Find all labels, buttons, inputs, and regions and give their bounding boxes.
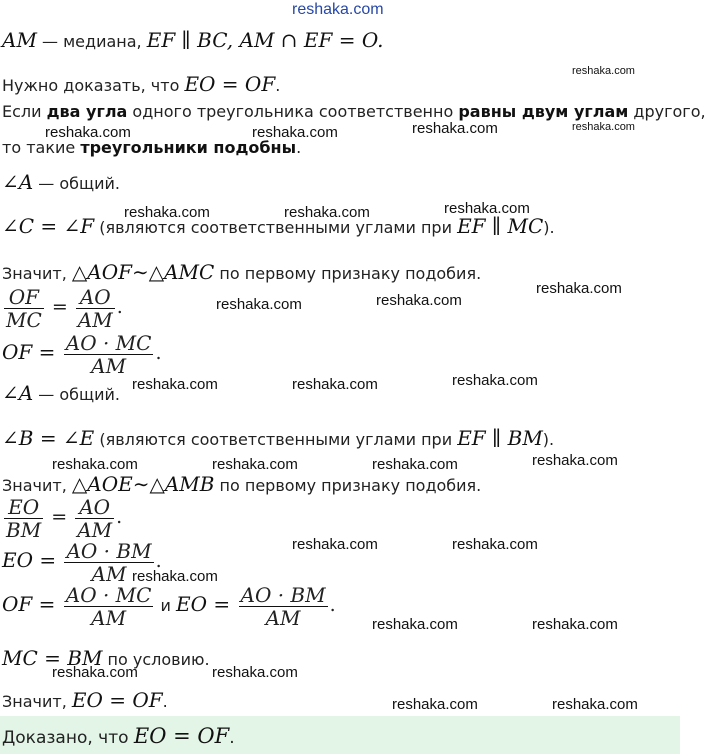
watermark: reshaka.com: [132, 376, 218, 393]
text: Нужно доказать, что: [2, 76, 185, 95]
math-lhs: OF =: [2, 340, 62, 364]
watermark: reshaka.com: [292, 376, 378, 393]
text: (являются соответственными углами при: [94, 218, 458, 237]
text: и: [155, 596, 177, 615]
fraction: [64, 332, 154, 377]
math-similarity: △AOE∼△AMB: [71, 472, 215, 496]
numerator: AO: [75, 496, 114, 519]
text: — медиана,: [36, 32, 147, 51]
similarity-line: [2, 262, 481, 284]
given-line: [2, 30, 383, 52]
watermark: reshaka.com: [572, 121, 635, 133]
watermark: reshaka.com: [372, 616, 458, 633]
equal-angles-line-2: [2, 428, 554, 450]
math-angle: ∠A: [2, 170, 34, 194]
fraction: [4, 286, 44, 331]
bold-text: два угла: [46, 102, 128, 121]
conclusion-box: [0, 716, 680, 754]
watermark: reshaka.com: [252, 124, 338, 141]
math-angles: ∠C = ∠F: [2, 214, 95, 238]
denominator: AM: [91, 354, 127, 378]
watermark: reshaka.com: [216, 296, 302, 313]
fraction: [76, 286, 115, 331]
bold-text: равны двум углам: [458, 102, 629, 121]
numerator: EO: [4, 496, 43, 519]
text: Значит,: [2, 264, 72, 283]
numerator: AO: [76, 286, 115, 309]
period: .: [116, 506, 123, 528]
denominator: AM: [77, 518, 113, 542]
watermark: reshaka.com: [412, 120, 498, 137]
similarity-line-2: [2, 474, 481, 496]
bold-text: треугольники подобны: [80, 138, 297, 157]
watermark: reshaka.com: [212, 664, 298, 681]
equal-angles-line: [2, 216, 555, 238]
math-angles: ∠B = ∠E: [2, 426, 95, 450]
text: по первому признаку подобия.: [214, 476, 482, 495]
watermark: reshaka.com: [284, 204, 370, 221]
denominator: MC: [6, 308, 42, 332]
text: — общий.: [33, 385, 120, 404]
numerator: OF: [4, 286, 44, 309]
watermark: reshaka.com: [552, 696, 638, 713]
period: .: [155, 342, 162, 364]
watermark: reshaka.com: [452, 372, 538, 389]
text: .: [162, 692, 168, 711]
text: другого,: [628, 102, 706, 121]
of-equation: [2, 332, 162, 377]
denominator: BM: [6, 518, 42, 542]
watermark: reshaka.com: [376, 292, 462, 309]
text: Значит,: [2, 476, 72, 495]
watermark: reshaka.com: [292, 536, 378, 553]
watermark: reshaka.com: [536, 280, 622, 297]
ratio-equation-2: [2, 496, 122, 541]
period: .: [329, 594, 336, 616]
header-watermark: reshaka.com: [292, 1, 384, 18]
fraction: [64, 584, 154, 629]
numerator: AO · BM: [240, 583, 326, 607]
watermark: reshaka.com: [212, 456, 298, 473]
math-angle: ∠A: [2, 381, 34, 405]
math-equality: MC = BM: [2, 646, 103, 670]
text: по условию.: [102, 650, 210, 669]
equals: =: [45, 506, 74, 528]
period: .: [116, 296, 123, 318]
watermark: reshaka.com: [572, 65, 635, 77]
watermark: reshaka.com: [372, 456, 458, 473]
text: Если: [2, 102, 47, 121]
fraction: [4, 496, 43, 541]
math-lhs: OF =: [2, 592, 62, 616]
math-similarity: △AOF∼△AMC: [71, 260, 215, 284]
watermark: reshaka.com: [124, 204, 210, 221]
fraction: [75, 496, 114, 541]
equals: =: [45, 296, 74, 318]
math-parallel: EF ∥ BM: [457, 426, 543, 450]
math-result: EO = OF: [71, 688, 163, 712]
text: .: [229, 728, 235, 748]
ratio-equation: [2, 286, 123, 331]
text: — общий.: [33, 174, 120, 193]
math-am: AM: [2, 28, 37, 52]
fraction: [239, 584, 328, 629]
text: то такие: [2, 138, 81, 157]
denominator: AM: [91, 606, 127, 630]
theorem-line-2: [2, 138, 301, 158]
denominator: AM: [77, 308, 113, 332]
common-angle-line: [2, 172, 120, 194]
math-lhs: EO =: [176, 592, 237, 616]
text: ).: [542, 430, 555, 449]
text: Значит,: [2, 692, 72, 711]
text: (являются соответственными углами при: [94, 430, 458, 449]
common-angle-line-2: [2, 383, 120, 405]
text: по первому признаку подобия.: [214, 264, 482, 283]
math-conclusion: EO = OF: [133, 724, 230, 748]
denominator: AM: [91, 562, 127, 586]
numerator: AO · MC: [65, 583, 152, 607]
text: Доказано, что: [2, 728, 134, 748]
watermark: reshaka.com: [132, 568, 218, 585]
numerator: AO · BM: [66, 539, 152, 563]
watermark: reshaka.com: [52, 456, 138, 473]
denominator: AM: [265, 606, 301, 630]
text: одного треугольника соответственно: [127, 102, 459, 121]
text: .: [275, 76, 281, 95]
result-line: [2, 690, 168, 712]
watermark: reshaka.com: [532, 452, 618, 469]
to-prove-line: [2, 74, 280, 96]
math-parallel: EF ∥ MC: [457, 214, 544, 238]
combined-equations: [2, 584, 336, 629]
theorem-line-1: [2, 102, 706, 122]
numerator: AO · MC: [65, 331, 152, 355]
watermark: reshaka.com: [532, 616, 618, 633]
conclusion-line: [2, 726, 235, 748]
text: ).: [543, 218, 555, 237]
watermark: reshaka.com: [45, 124, 131, 141]
watermark: reshaka.com: [52, 664, 138, 681]
text: .: [296, 138, 302, 157]
math-goal: EO = OF: [184, 72, 276, 96]
watermark: reshaka.com: [444, 200, 530, 217]
math-condition: EF ∥ BC, AM ∩ EF = O.: [146, 28, 384, 52]
period: .: [155, 550, 162, 572]
watermark: reshaka.com: [392, 696, 478, 713]
watermark: reshaka.com: [452, 536, 538, 553]
math-lhs: EO =: [2, 548, 63, 572]
